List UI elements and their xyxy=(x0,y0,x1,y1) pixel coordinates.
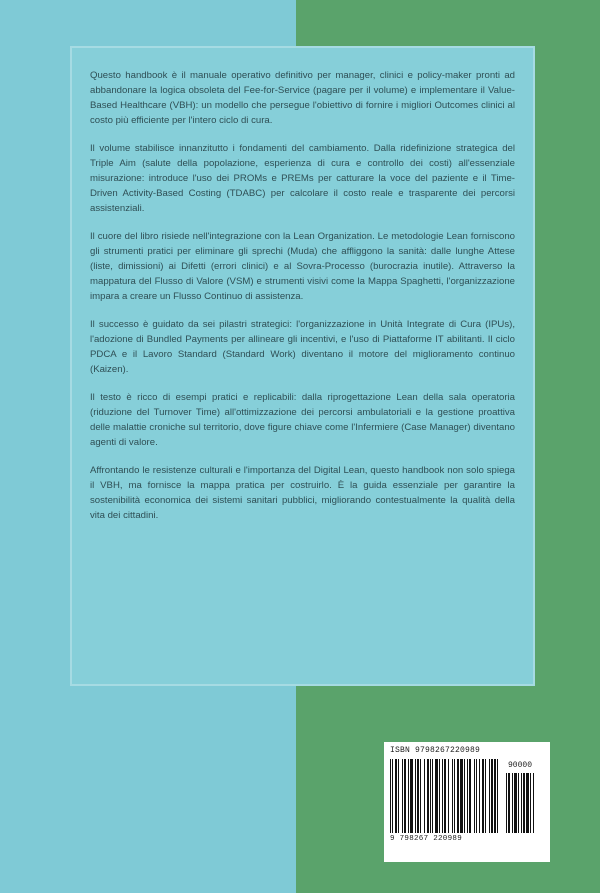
barcode-graphic xyxy=(390,759,544,847)
barcode-addon-code: 90000 xyxy=(508,761,533,770)
isbn-barcode xyxy=(384,742,550,862)
description-paragraph: Il volume stabilisce innanzitutto i fondamenti del cambiamento. Dalla ridefinizione strategica del Triple Aim (salute della popolazione, esperienza di cura e controllo dei costi) all'essenziale misurazione: introduce l'uso dei PROMs e PREMs per catturare la voce del paziente e il Time-Driven Activity-Based Costing (TDABC) per calcolare il costo reale e trasparente dei percorsi assistenziali. xyxy=(90,143,515,214)
barcode-digits: 9 798267 220989 xyxy=(390,835,463,843)
description-paragraph: Il testo è ricco di esempi pratici e replicabili: dalla riprogettazione Lean della sala operatoria (riduzione del Turnover Time) all'ottimizzazione dei percorsi ambulatoriali e la gestione proattiva delle malattie croniche sul territorio, dove figure chiave come l'Infermiere (Case Manager) diventano agenti di valore. xyxy=(90,392,515,448)
description-paragraph: Il cuore del libro risiede nell'integrazione con la Lean Organization. Le metodologie Lean forniscono gli strumenti pratici per eliminare gli sprechi (Muda) che affliggono la sanità: dalle lunghe Attese (liste, dimissioni) ai Difetti (errori clinici) e al Sovra-Processo (burocrazia inutile). Attraverso la mappatura del Flusso di Valore (VSM) e strumenti visivi come la Mappa Spaghetti, l'organizzazione impara a creare un Flusso Continuo di assistenza. xyxy=(90,231,515,302)
description-paragraph: Il successo è guidato da sei pilastri strategici: l'organizzazione in Unità Integrate di Cura (IPUs), l'adozione di Bundled Payments per allineare gli incentivi, e l'uso di Piattaforme IT abilitanti. Il ciclo PDCA e il Lavoro Standard (Standard Work) diventano il motore del miglioramento continuo (Kaizen). xyxy=(90,319,515,375)
description-panel xyxy=(70,46,535,686)
barcode-bars-icon xyxy=(390,759,498,833)
description-paragraph: Affrontando le resistenze culturali e l'importanza del Digital Lean, questo handbook non solo spiega il VBH, ma fornisce la mappa pratica per costruirlo. È la guida essenziale per garantire la sostenibilità economica dei sistemi sanitari pubblici, migliorando contestualmente la qualità della vita dei cittadini. xyxy=(90,465,515,521)
isbn-label: ISBN 9798267220989 xyxy=(390,746,481,755)
description-paragraph: Questo handbook è il manuale operativo definitivo per manager, clinici e policy-maker pronti ad abbandonare la logica obsoleta del Fee-for-Service (pagare per il volume) e implementare il Value-Based Healthcare (VBH): un modello che persegue l'obiettivo di fornire i migliori Outcomes clinici al costo più efficiente per l'intero ciclo di cura. xyxy=(90,70,515,126)
barcode-addon-bars-icon xyxy=(506,773,544,833)
